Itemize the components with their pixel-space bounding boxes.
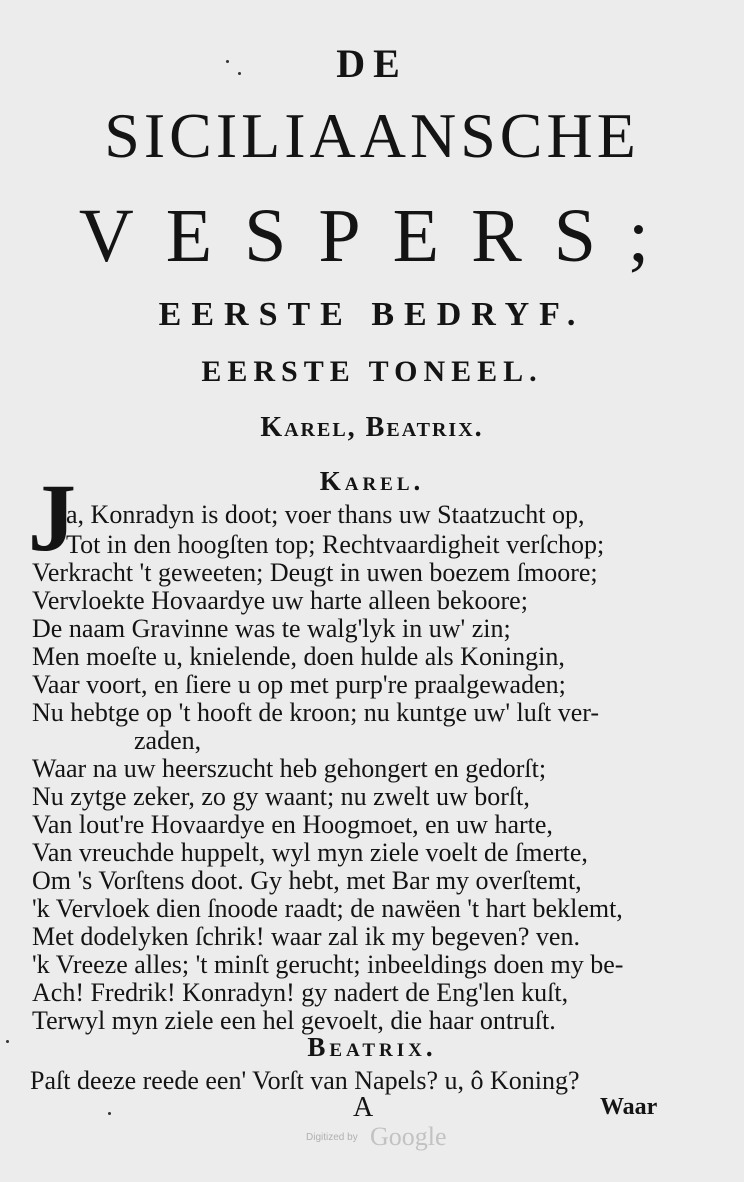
digitized-by-text: Digitized by	[306, 1132, 358, 1143]
verse-line-beatrix: Paſt deeze reede een' Vorſt van Napels? u, ô Koning?	[30, 1066, 580, 1095]
title-vespers: VESPERS;	[78, 194, 682, 278]
verse-line: 'k Vreeze alles; 't minſt gerucht; inbeeldings doen my be-	[32, 950, 624, 979]
verse-line: Van lout're Hovaardye en Hoogmoet, en uw harte,	[32, 810, 553, 839]
persons-heading: Karel, Beatrix.	[260, 412, 484, 443]
verse-line: a, Konradyn is doot; voer thans uw Staatzucht op,	[66, 500, 585, 529]
ink-speck	[226, 60, 229, 63]
verse-line: Waar na uw heerszucht heb gehongert en gedorſt;	[32, 754, 547, 783]
verse-line: Van vreuchde huppelt, wyl myn ziele voelt de ſmerte,	[32, 838, 588, 867]
verse-line: zaden,	[134, 726, 202, 755]
scene-heading: EERSTE TONEEL.	[201, 355, 543, 388]
speaker-beatrix: Beatrix.	[307, 1032, 437, 1062]
verse-line: Om 's Vorſtens doot. Gy hebt, met Bar my overſtemt,	[32, 866, 582, 895]
ink-speck	[6, 1040, 9, 1043]
act-heading: EERSTE BEDRYF.	[158, 296, 586, 333]
title-siciliaansche: SICILIAANSCHE	[104, 100, 640, 171]
verse-line: Men moeſte u, knielende, doen hulde als Koningin,	[32, 642, 565, 671]
drop-cap: J	[28, 464, 76, 571]
verse-line: Vaar voort, en ſiere u op met purp're praalgewaden;	[32, 670, 566, 699]
google-logo: Google	[370, 1122, 447, 1151]
verse-line: Terwyl myn ziele een hel gevoelt, die haar ontruſt.	[32, 1006, 556, 1035]
verse-line: Vervloekte Hovaardye uw harte alleen bekoore;	[32, 586, 528, 615]
verse-line: Met dodelyken ſchrik! waar zal ik my begeven? ven.	[32, 922, 580, 951]
verse-line: 'k Vervloek dien ſnoode raadt; de nawëen 't hart beklemt,	[32, 894, 623, 923]
ink-speck	[238, 72, 241, 75]
ink-speck	[108, 1112, 111, 1115]
verse-line: Ach! Fredrik! Konradyn! gy nadert de Eng'len kuſt,	[32, 978, 569, 1007]
verse-line: Nu zytge zeker, zo gy waant; nu zwelt uw borſt,	[32, 782, 530, 811]
speaker-karel: Karel.	[319, 466, 425, 496]
signature-mark: A	[353, 1092, 374, 1123]
verse-line: Tot in den hoogſten top; Rechtvaardigheit verſchop;	[66, 530, 605, 559]
catchword: Waar	[600, 1094, 658, 1120]
verse-line: Nu hebtge op 't hooft de kroon; nu kuntge uw' luſt ver-	[32, 698, 600, 727]
verse-line: Verkracht 't geweeten; Deugt in uwen boezem ſmoore;	[32, 558, 598, 587]
verse-line: De naam Gravinne was te walg'lyk in uw' zin;	[32, 614, 511, 643]
title-de: DE	[336, 41, 408, 86]
digitized-watermark	[300, 1122, 480, 1152]
